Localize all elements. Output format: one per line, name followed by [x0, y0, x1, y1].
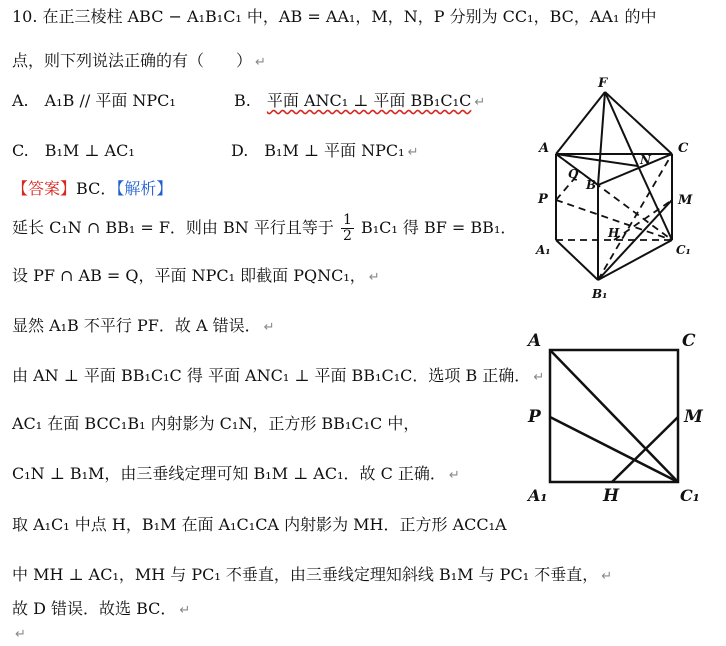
- solution-text-7: 取 A₁C₁ 中点 H，B₁M 在面 A₁C₁CA 内射影为 MH．正方形 ACC₁A: [12, 515, 507, 534]
- return-mark: ↵: [255, 55, 266, 70]
- solution-line-5: [12, 413, 419, 435]
- return-mark: ↵: [601, 569, 613, 584]
- option-b-letter: B.: [234, 91, 267, 110]
- options-row-1: [12, 90, 485, 114]
- trailing-return: [12, 622, 26, 646]
- label-Q: Q: [568, 167, 579, 181]
- return-mark: ↵: [263, 320, 275, 335]
- fraction-denominator: 2: [342, 228, 352, 244]
- return-mark: ↵: [368, 270, 380, 285]
- problem-line-1: [12, 6, 656, 28]
- label-M: M: [678, 193, 693, 208]
- solution-line-9: [12, 598, 190, 622]
- label-P: P: [528, 407, 541, 427]
- option-d: D. B₁M ⊥ 平面 NPC₁: [230, 141, 405, 160]
- options-row-2: [12, 140, 418, 164]
- label-B1: B₁: [592, 287, 608, 301]
- label-M: M: [684, 407, 703, 427]
- return-mark: ↵: [407, 145, 419, 160]
- solution-text-6: C₁N ⊥ B₁M，由三垂线定理可知 B₁M ⊥ AC₁．故 C 正确．: [12, 464, 446, 483]
- label-C: C: [682, 331, 696, 351]
- solution-line-2: [12, 265, 380, 289]
- solution-text-4: 由 AN ⊥ 平面 BB₁C₁C 得 平面 ANC₁ ⊥ 平面 BB₁C₁C．选项 B 正确．: [12, 366, 531, 385]
- return-mark: ↵: [533, 370, 545, 385]
- problem-text-2: 点，则下列说法正确的有（ ）: [12, 51, 253, 70]
- solution-text-2: 设 PF ∩ AB = Q，平面 NPC₁ 即截面 PQNC₁，: [12, 266, 366, 285]
- prism-figure: [530, 68, 726, 308]
- label-N: N: [640, 153, 651, 167]
- solution-text-9: 故 D 错误．故选 BC．: [12, 599, 177, 618]
- return-mark: ↵: [179, 603, 191, 618]
- label-H: H: [603, 486, 620, 506]
- return-mark: ↵: [474, 95, 486, 110]
- solution-text-3: 显然 A₁B 不平行 PF．故 A 错误．: [12, 316, 261, 335]
- label-A1: A₁: [528, 486, 548, 505]
- solution-line-1: [12, 213, 516, 244]
- solution-text-1a: 延长 C₁N ∩ BB₁ = F．则由 BN 平行且等于: [12, 218, 334, 237]
- label-P: P: [538, 192, 548, 207]
- label-C1: C₁: [680, 486, 700, 505]
- problem-line-2: [12, 50, 266, 74]
- solution-text-5: AC₁ 在面 BCC₁B₁ 内射影为 C₁N，正方形 BB₁C₁C 中，: [12, 414, 420, 433]
- solution-line-7: [12, 514, 507, 536]
- label-A1: A₁: [536, 243, 551, 257]
- solution-line-4: [12, 365, 544, 389]
- answer-value: BC．: [76, 179, 117, 198]
- solution-line-3: [12, 315, 275, 339]
- label-A: A: [528, 331, 542, 351]
- return-mark: ↵: [15, 627, 26, 642]
- option-b: 平面 ANC₁ ⊥ 平面 BB₁C₁C: [266, 91, 472, 110]
- label-C: C: [678, 141, 689, 156]
- answer-line: [12, 178, 172, 200]
- label-H: H: [608, 226, 620, 240]
- solution-text-1b: B₁C₁ 得 BF = BB₁．: [360, 218, 517, 237]
- solution-line-6: [12, 463, 460, 487]
- label-C1: C₁: [676, 243, 691, 257]
- label-F: F: [598, 76, 608, 91]
- fraction-half: [341, 213, 354, 244]
- return-mark: ↵: [448, 468, 460, 483]
- answer-tag: 【答案】: [12, 179, 77, 198]
- problem-text-1: 10. 在正三棱柱 ABC − A₁B₁C₁ 中，AB = AA₁，M，N，P 分别为 CC₁，BC，AA₁ 的中: [12, 7, 657, 26]
- label-B: B: [586, 178, 597, 192]
- square-figure: [520, 322, 726, 512]
- option-a: A. A₁B // 平面 NPC₁: [12, 91, 176, 110]
- fraction-numerator: 1: [342, 212, 352, 228]
- solution-line-8: [12, 564, 612, 588]
- solution-text-8: 中 MH ⊥ AC₁，MH 与 PC₁ 不垂直，由三垂线定理知斜线 B₁M 与 PC₁ 不垂直，: [12, 565, 599, 584]
- label-A: A: [539, 141, 550, 156]
- analysis-tag: 【解析】: [116, 179, 173, 198]
- option-c: C. B₁M ⊥ AC₁: [12, 141, 135, 160]
